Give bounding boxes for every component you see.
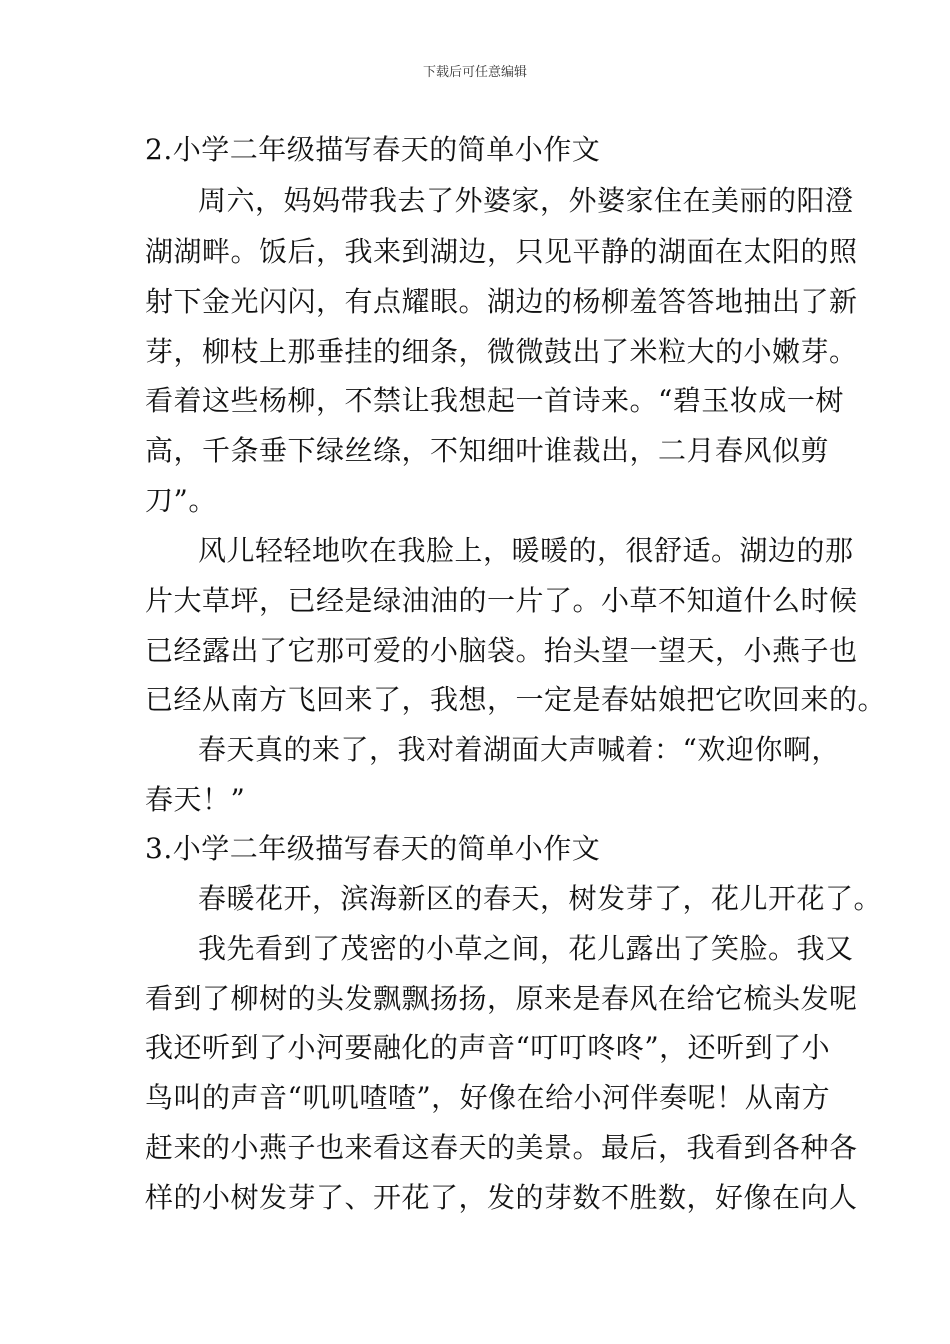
paragraph-line: 已经露出了它那可爱的小脑袋。抬头望一望天，小燕子也: [145, 634, 858, 667]
paragraph-line: 我先看到了茂密的小草之间，花儿露出了笑脸。我又: [198, 932, 854, 965]
paragraph-line: 春天真的来了，我对着湖面大声喊着：“欢迎你啊，: [198, 733, 840, 766]
paragraph-line: 风儿轻轻地吹在我脸上，暖暖的，很舒适。湖边的那: [198, 534, 854, 567]
paragraph-line: 看到了柳树的头发飘飘扬扬，原来是春风在给它梳头发呢: [145, 982, 858, 1015]
paragraph-line: 已经从南方飞回来了，我想，一定是春姑娘把它吹回来的。: [145, 683, 887, 716]
paragraph-line: 湖湖畔。饭后，我来到湖边，只见平静的湖面在太阳的照: [145, 235, 858, 268]
paragraph-line: 春暖花开，滨海新区的春天，树发芽了，花儿开花了。: [198, 882, 883, 915]
paragraph-line: 芽，柳枝上那垂挂的细条，微微鼓出了米粒大的小嫩芽。: [145, 335, 858, 368]
paragraph-line: 鸟叫的声音“叽叽喳喳”，好像在给小河伴奏呢！从南方: [145, 1081, 831, 1114]
paragraph-line: 周六，妈妈带我去了外婆家，外婆家住在美丽的阳澄: [198, 184, 854, 217]
paragraph-line: 刀”。: [145, 484, 217, 517]
paragraph-line: 春天！”: [145, 783, 246, 816]
paragraph-line: 高，千条垂下绿丝绦，不知细叶谁裁出，二月春风似剪: [145, 434, 830, 467]
section-heading: 3.小学二年级描写春天的简单小作文: [145, 832, 601, 865]
paragraph-line: 片大草坪，已经是绿油油的一片了。小草不知道什么时候: [145, 584, 858, 617]
paragraph-line: 射下金光闪闪，有点耀眼。湖边的杨柳羞答答地抽出了新: [145, 285, 858, 318]
paragraph-line: 看着这些杨柳，不禁让我想起一首诗来。“碧玉妆成一树: [145, 384, 844, 417]
paragraph-line: 样的小树发芽了、开花了，发的芽数不胜数，好像在向人: [145, 1181, 858, 1214]
paragraph-line: 我还听到了小河要融化的声音“叮叮咚咚”，还听到了小: [145, 1031, 831, 1064]
paragraph-line: 赶来的小燕子也来看这春天的美景。最后，我看到各种各: [145, 1131, 858, 1164]
page-header: 下载后可任意编辑: [422, 65, 527, 80]
section-heading: 2.小学二年级描写春天的简单小作文: [145, 133, 601, 166]
